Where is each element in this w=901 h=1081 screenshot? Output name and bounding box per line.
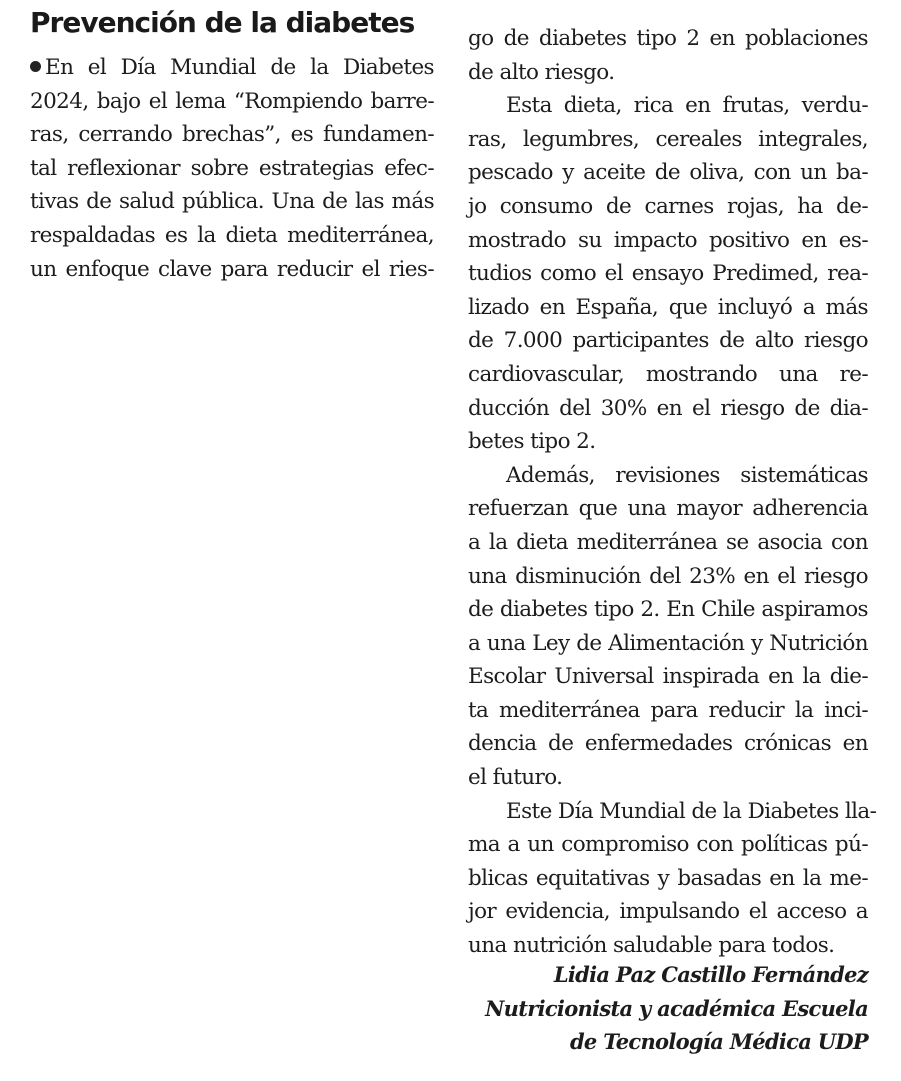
article-title: Prevención de la diabetes — [30, 6, 415, 39]
text-line: jo consumo de carnes rojas, ha de- — [468, 193, 868, 219]
text-line: ta mediterránea para reducir la inci- — [468, 697, 868, 723]
right-column — [468, 22, 877, 963]
text-line: blicas equitativas y basadas en la me- — [468, 865, 868, 891]
text-line: una nutrición saludable para todos. — [468, 933, 835, 959]
text-line: lizado en España, que incluyó a más — [468, 294, 868, 320]
author-affiliation: de Tecnología Médica UDP — [569, 1029, 868, 1055]
text-line: 2024, bajo el lema “Rompiendo barre- — [30, 88, 434, 114]
paragraph-start-line: Este Día Mundial de la Diabetes lla- — [506, 798, 877, 824]
paragraph-start-line: Además, revisiones sistemáticas — [506, 462, 868, 488]
text-line: cardiovascular, mostrando una re- — [468, 361, 868, 387]
author-signature — [485, 958, 868, 1059]
text-line: ducción del 30% en el riesgo de dia- — [468, 395, 868, 421]
text-line: respaldadas es la dieta mediterránea, — [30, 222, 434, 248]
text-line: de 7.000 participantes de alto riesgo — [468, 328, 868, 354]
author-name: Lidia Paz Castillo Fernández — [553, 962, 868, 987]
text-line: mostrado su impacto positivo en es- — [468, 227, 868, 253]
text-line: pescado y aceite de oliva, con un ba- — [468, 160, 868, 186]
text-line: tal reflexionar sobre estrategias efec- — [30, 155, 434, 181]
text-line: Escolar Universal inspirada en la die- — [468, 664, 868, 690]
paragraph-start-line: Esta dieta, rica en frutas, verdu- — [506, 93, 868, 119]
text-line: ma a un compromiso con políticas pú- — [468, 832, 868, 858]
text-line: ras, cerrando brechas”, es fundamen- — [30, 122, 434, 148]
left-column — [30, 51, 434, 286]
text-line: a una Ley de Alimentación y Nutrición — [468, 630, 868, 656]
text-line: go de diabetes tipo 2 en poblaciones — [468, 26, 868, 51]
text-line: tivas de salud pública. Una de las más — [30, 189, 434, 215]
bullet-icon — [30, 61, 41, 72]
text-line: a la dieta mediterránea se asocia con — [468, 529, 868, 555]
text-line: En el Día Mundial de la Diabetes — [30, 51, 434, 85]
text-line: tudios como el ensayo Predimed, rea- — [468, 261, 868, 287]
text-line: una disminución del 23% en el riesgo — [468, 563, 868, 589]
text-line: el futuro. — [468, 765, 563, 791]
text-line: dencia de enfermedades crónicas en — [468, 731, 868, 757]
text-line: betes tipo 2. — [468, 429, 596, 455]
text-line: ras, legumbres, cereales integrales, — [468, 126, 868, 152]
text-line: de alto riesgo. — [468, 59, 615, 85]
author-role: Nutricionista y académica Escuela — [485, 995, 868, 1021]
text-line: de diabetes tipo 2. En Chile aspiramos — [468, 597, 868, 623]
text-line: jor evidencia, impulsando el acceso a — [468, 899, 868, 925]
text-line: un enfoque clave para reducir el ries- — [30, 256, 434, 282]
text-line: refuerzan que una mayor adherencia — [468, 496, 868, 522]
